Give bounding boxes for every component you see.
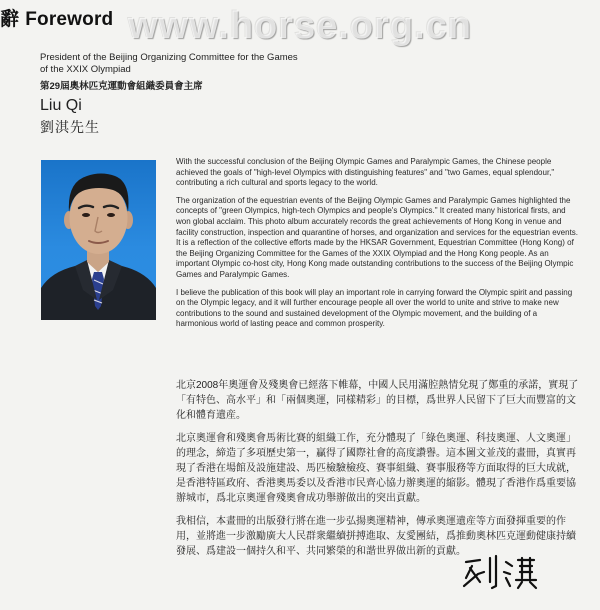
portrait-illustration [41, 160, 156, 320]
site-watermark: www.horse.org.cn [128, 5, 472, 47]
paragraph-zh: 我相信，本畫冊的出版發行將在進一步弘揚奧運精神，傳承奧運遺産等方面發揮重要的作用，並將進一步激勵廣大人民群衆繼續拼搏進取、友愛團結，爲推動奧林匹克運動健康持續發展、爲建設一個持久和平、共同繁榮的和諧世界做出新的貢獻。 [176, 516, 576, 557]
paragraph-en: The organization of the equestrian events of the Beijing Olympic Games and Paralympic Games highlighted the concepts of "green Olympics, high-tech Olympics and people's Olympics." It created many historical firsts, and won global acclaim. This photo album accurately records the great achievements of Hong Kong in venue and facility construction, inspection and quarantine of horses, and organization and services for the equestrian events. It is a reflection of the collective efforts made by the HKSAR Government, Equestrian Committee (Hong Kong) of the Beijing Organizing Committee for the Games of the XXIX Olympiad and the Hong Kong people. As an important Olympic co-host city, Hong Kong made outstanding contributions to the success of the Beijing Olympic Games and Paralympic Games. [176, 195, 579, 279]
foreword-text-en [176, 157, 580, 337]
author-portrait [41, 160, 156, 320]
foreword-text-zh [176, 378, 580, 567]
paragraph-zh: 北京2008年奧運會及殘奧會已經落下帷幕，中國人民用滿腔熱情兌現了鄭重的承諾，實現了「有特色、高水平」和「兩個奧運，同樣精彩」的目標，爲世界人民留下了巨大而豐富的文化和體育遺産。 [176, 380, 579, 421]
handwritten-signature [460, 552, 540, 592]
paragraph-en: With the successful conclusion of the Beijing Olympic Games and Paralympic Games, the Chinese people achieved the goals of "high-level Olympics with distinguishing features" and "two Games, equal splendour," contributing a rich cultural and sports legacy to the world. [176, 157, 555, 188]
paragraph-en: I believe the publication of this book will play an important role in carrying forward the Olympic spirit and passing on the Olympic legacy, and it will further encourage people all over the world to unite and strive to make new contributions to the sound and sustained development of the Olympic movement, and the building of a harmonious world of lasting peace and common prosperity. [176, 287, 573, 329]
page-title-zh: 辭 [0, 9, 20, 30]
author-name-en: Liu Qi [40, 97, 82, 114]
author-position-zh: 第29屆奧林匹克運動會組織委員會主席 [40, 81, 203, 92]
paragraph-zh: 北京奧運會和殘奧會馬術比賽的組織工作，充分體現了「綠色奧運、科技奧運、人文奧運」的理念，締造了多項歷史第一，贏得了國際社會的高度讚譽。這本圖文並茂的畫冊，真實再現了香港在場館及設施建設、馬匹檢驗檢疫、賽事組織、賽事服務等方面取得的巨大成就，是香港特區政府、香港奧馬委以及香港市民齊心協力辦奧運的縮影。體現了香港作爲重要協辦城市，爲北京奧運會殘奧會成功舉辦做出的突出貢獻。 [176, 433, 576, 504]
author-position-en: President of the Beijing Organizing Committee for the Games of the XXIX Olympiad [40, 52, 298, 75]
author-name-zh: 劉淇先生 [40, 119, 100, 135]
page-title [0, 4, 113, 31]
page-title-en: Foreword [25, 9, 114, 30]
